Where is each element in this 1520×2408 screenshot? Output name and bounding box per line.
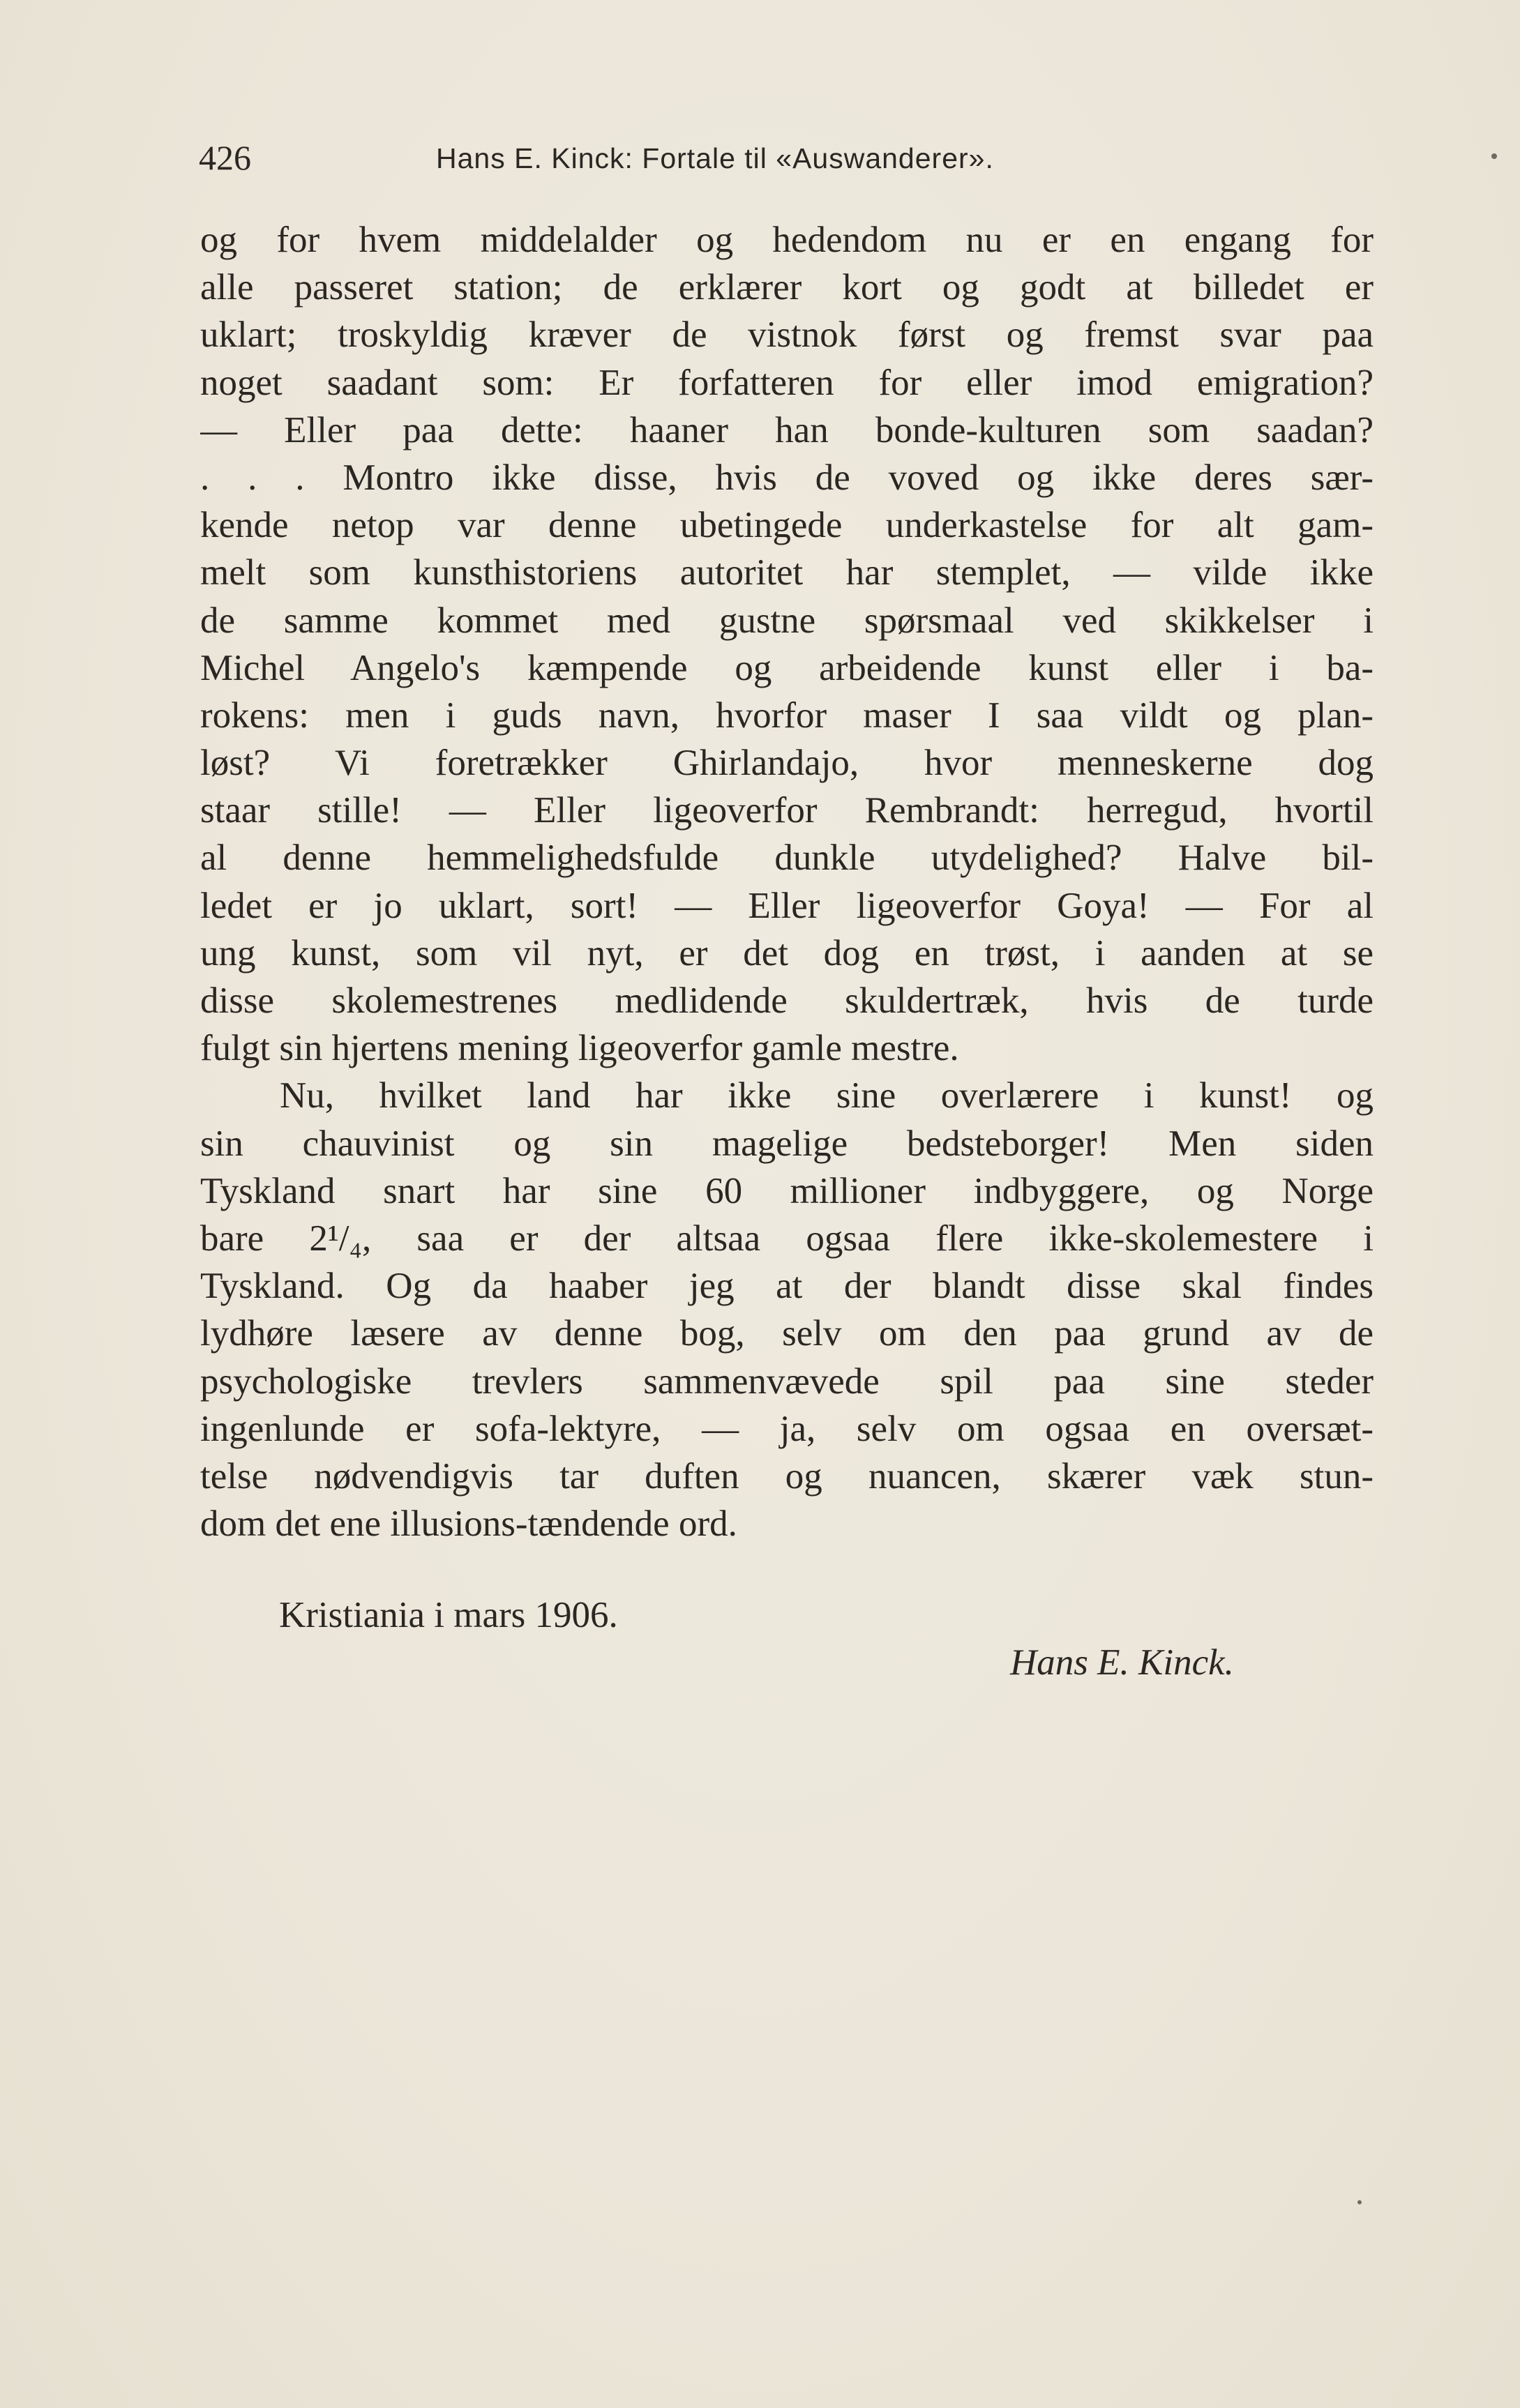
text-line: dom det ene illusions-tændende ord. bbox=[200, 1504, 737, 1545]
text-line: noget saadant som: Er forfatteren for eller imod emigration? bbox=[200, 362, 1374, 403]
text-line: psychologiske trevlers sammenvævede spil paa sine steder bbox=[200, 1361, 1374, 1402]
text-line: alle passeret station; de erklærer kort og godt at billedet er bbox=[200, 267, 1374, 308]
text-line: fulgt sin hjertens mening ligeoverfor gamle mestre. bbox=[200, 1028, 959, 1069]
page-number: 426 bbox=[199, 138, 251, 177]
text-line: Tyskland snart har sine 60 millioner indbyggere, og Norge bbox=[200, 1170, 1374, 1211]
text-line: ledet er jo uklart, sort! — Eller ligeoverfor Goya! — For al bbox=[200, 885, 1374, 926]
text-line: al denne hemmelighedsfulde dunkle utydelighed? Halve bil- bbox=[200, 838, 1374, 879]
text-line: . . . Montro ikke disse, hvis de voved og ikke deres sær- bbox=[200, 457, 1374, 498]
text-line: ingenlunde er sofa-lektyre, — ja, selv om ogsaa en oversæt- bbox=[200, 1408, 1374, 1449]
dateline: Kristiania i mars 1906. bbox=[279, 1595, 618, 1635]
body-text bbox=[200, 216, 1374, 1547]
text-line: bare 2¹/₄, saa er der altsaa ogsaa flere ikke-skolemestere i bbox=[200, 1218, 1374, 1259]
text-line: rokens: men i guds navn, hvorfor maser I saa vildt og plan- bbox=[200, 695, 1374, 736]
text-line: disse skolemestrenes medlidende skuldertræk, hvis de turde bbox=[200, 980, 1374, 1021]
text-line: staar stille! — Eller ligeoverfor Rembrandt: herregud, hvortil bbox=[200, 790, 1374, 831]
running-head: Hans E. Kinck: Fortale til «Auswanderer». bbox=[436, 142, 994, 174]
text-line: lydhøre læsere av denne bog, selv om den paa grund av de bbox=[200, 1313, 1374, 1354]
text-line: løst? Vi foretrækker Ghirlandajo, hvor menneskerne dog bbox=[200, 743, 1374, 784]
text-line: kende netop var denne ubetingede underkastelse for alt gam- bbox=[200, 505, 1374, 546]
text-line: uklart; troskyldig kræver de vistnok først og fremst svar paa bbox=[200, 315, 1374, 356]
text-line: de samme kommet med gustne spørsmaal ved skikkelser i bbox=[200, 600, 1374, 641]
page-header bbox=[199, 137, 1385, 179]
text-line: og for hvem middelalder og hedendom nu er en engang for bbox=[200, 220, 1374, 260]
author-signature: Hans E. Kinck. bbox=[1010, 1642, 1234, 1683]
ink-speck bbox=[1491, 153, 1497, 159]
ink-speck bbox=[1357, 2200, 1362, 2204]
text-line: Michel Angelo's kæmpende og arbeidende kunst eller i ba- bbox=[200, 647, 1374, 688]
text-line: telse nødvendigvis tar duften og nuancen, skærer væk stun- bbox=[200, 1455, 1374, 1497]
text-line: ung kunst, som vil nyt, er det dog en trøst, i aanden at se bbox=[200, 932, 1374, 974]
text-line: sin chauvinist og sin magelige bedsteborger! Men siden bbox=[200, 1123, 1374, 1164]
text-line: Tyskland. Og da haaber jeg at der blandt disse skal findes bbox=[200, 1266, 1374, 1307]
text-line: melt som kunsthistoriens autoritet har stemplet, — vilde ikke bbox=[200, 552, 1374, 593]
text-line: — Eller paa dette: haaner han bonde-kulturen som saadan? bbox=[200, 409, 1374, 450]
text-line: Nu, hvilket land har ikke sine overlærere i kunst! og bbox=[280, 1075, 1374, 1116]
